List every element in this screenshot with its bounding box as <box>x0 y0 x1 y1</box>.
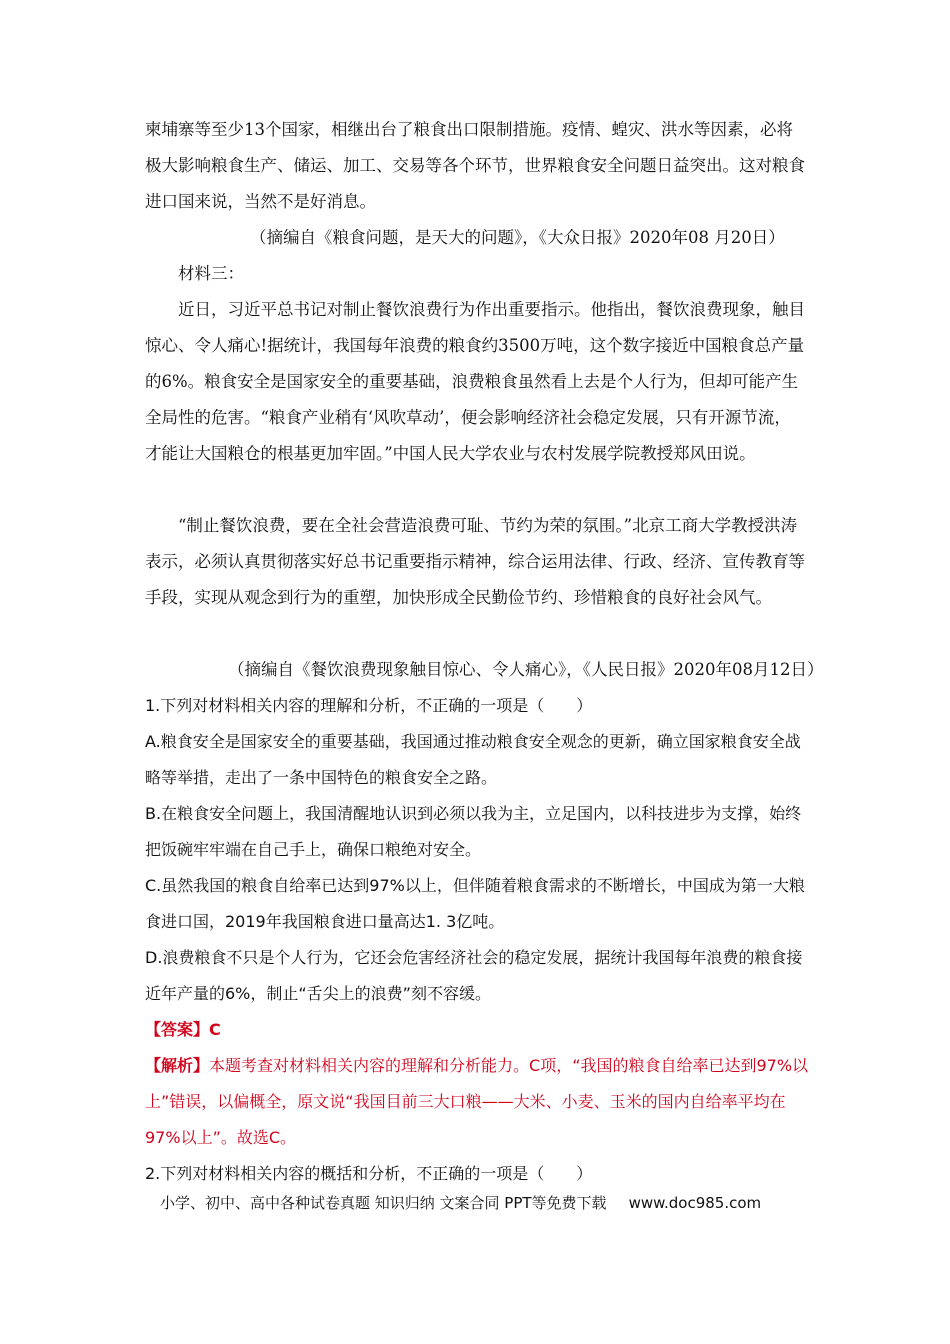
page-footer <box>160 1188 761 1218</box>
question-1-stem: 1.下列对材料相关内容的理解和分析，不正确的一项是（ ） <box>145 696 593 715</box>
question-1-option-c: C.虽然我国的粮食自给率已达到97%以上，但伴随着粮食需求的不断增长，中国成为第一大粮食进口国，2019年我国粮食进口量高达1. 3亿吨。 <box>145 876 805 931</box>
material2-tail-paragraph: 柬埔寨等至少13个国家，相继出台了粮食出口限制措施。疫情、蝗灾、洪水等因素，必将极大影响粮食生产、储运、加工、交易等各个环节，世界粮食安全问题日益突出。这对粮食进口国来说，当然不是好消息。 <box>145 120 805 211</box>
question-1-answer <box>145 1012 815 1048</box>
question-1-option-d: D.浪费粮食不只是个人行为，它还会危害经济社会的稳定发展，据统计我国每年浪费的粮食接近年产量的6%，制止“舌尖上的浪费”刻不容缓。 <box>145 948 803 1003</box>
footer-text: 小学、初中、高中各种试卷真题 知识归纳 文案合同 PPT等免费下载 <box>160 1194 607 1212</box>
question-1-analysis <box>145 1048 815 1156</box>
material3-paragraph-1: 近日，习近平总书记对制止餐饮浪费行为作出重要指示。他指出，餐饮浪费现象，触目惊心、令人痛心!据统计，我国每年浪费的粮食约3500万吨，这个数字接近中国粮食总产量的6%。粮食安全是国家安全的重要基础，浪费粮食虽然看上去是个人行为，但却可能产生全局性的危害。“粮食产业稍有‘风吹草动’，便会影响经济社会稳定发展，只有开源节流，才能让大国粮仓的根基更加牢固。”中国人民大学农业与农村发展学院教授郑风田说。 <box>145 300 805 463</box>
material3-source: （摘编自《餐饮浪费现象触目惊心、令人痛心》，《人民日报》2020年08月12日） <box>228 660 824 679</box>
analysis-tag: 【解析】 <box>145 1056 210 1075</box>
question-2-stem: 2.下列对材料相关内容的概括和分析，不正确的一项是（ ） <box>145 1164 593 1183</box>
analysis-text: 本题考查对材料相关内容的理解和分析能力。C项，“我国的粮食自给率已达到97%以上”错误，以偏概全，原文说“我国目前三大口粮——大米、小麦、玉米的国内自给率平均在97%以上”。故选C。 <box>145 1056 809 1147</box>
material3-label: 材料三： <box>178 264 244 283</box>
footer-site-link[interactable]: www.doc985.com <box>628 1194 762 1212</box>
answer-value: C <box>209 1020 221 1039</box>
question-1-option-a: A.粮食安全是国家安全的重要基础，我国通过推动粮食安全观念的更新，确立国家粮食安全战略等举措，走出了一条中国特色的粮食安全之路。 <box>145 732 801 787</box>
material3-paragraph-2: “制止餐饮浪费，要在全社会营造浪费可耻、节约为荣的氛围。”北京工商大学教授洪涛表示，必须认真贯彻落实好总书记重要指示精神，综合运用法律、行政、经济、宣传教育等手段，实现从观念到行为的重塑，加快形成全民勤俭节约、珍惜粮食的良好社会风气。 <box>145 516 805 607</box>
answer-tag: 【答案】 <box>145 1020 210 1039</box>
question-1-option-b: B.在粮食安全问题上，我国清醒地认识到必须以我为主，立足国内，以科技进步为支撑，始终把饭碗牢牢端在自己手上，确保口粮绝对安全。 <box>145 804 802 859</box>
material2-source: （摘编自《粮食问题，是天大的问题》，《大众日报》2020年08 月20日） <box>250 228 785 247</box>
